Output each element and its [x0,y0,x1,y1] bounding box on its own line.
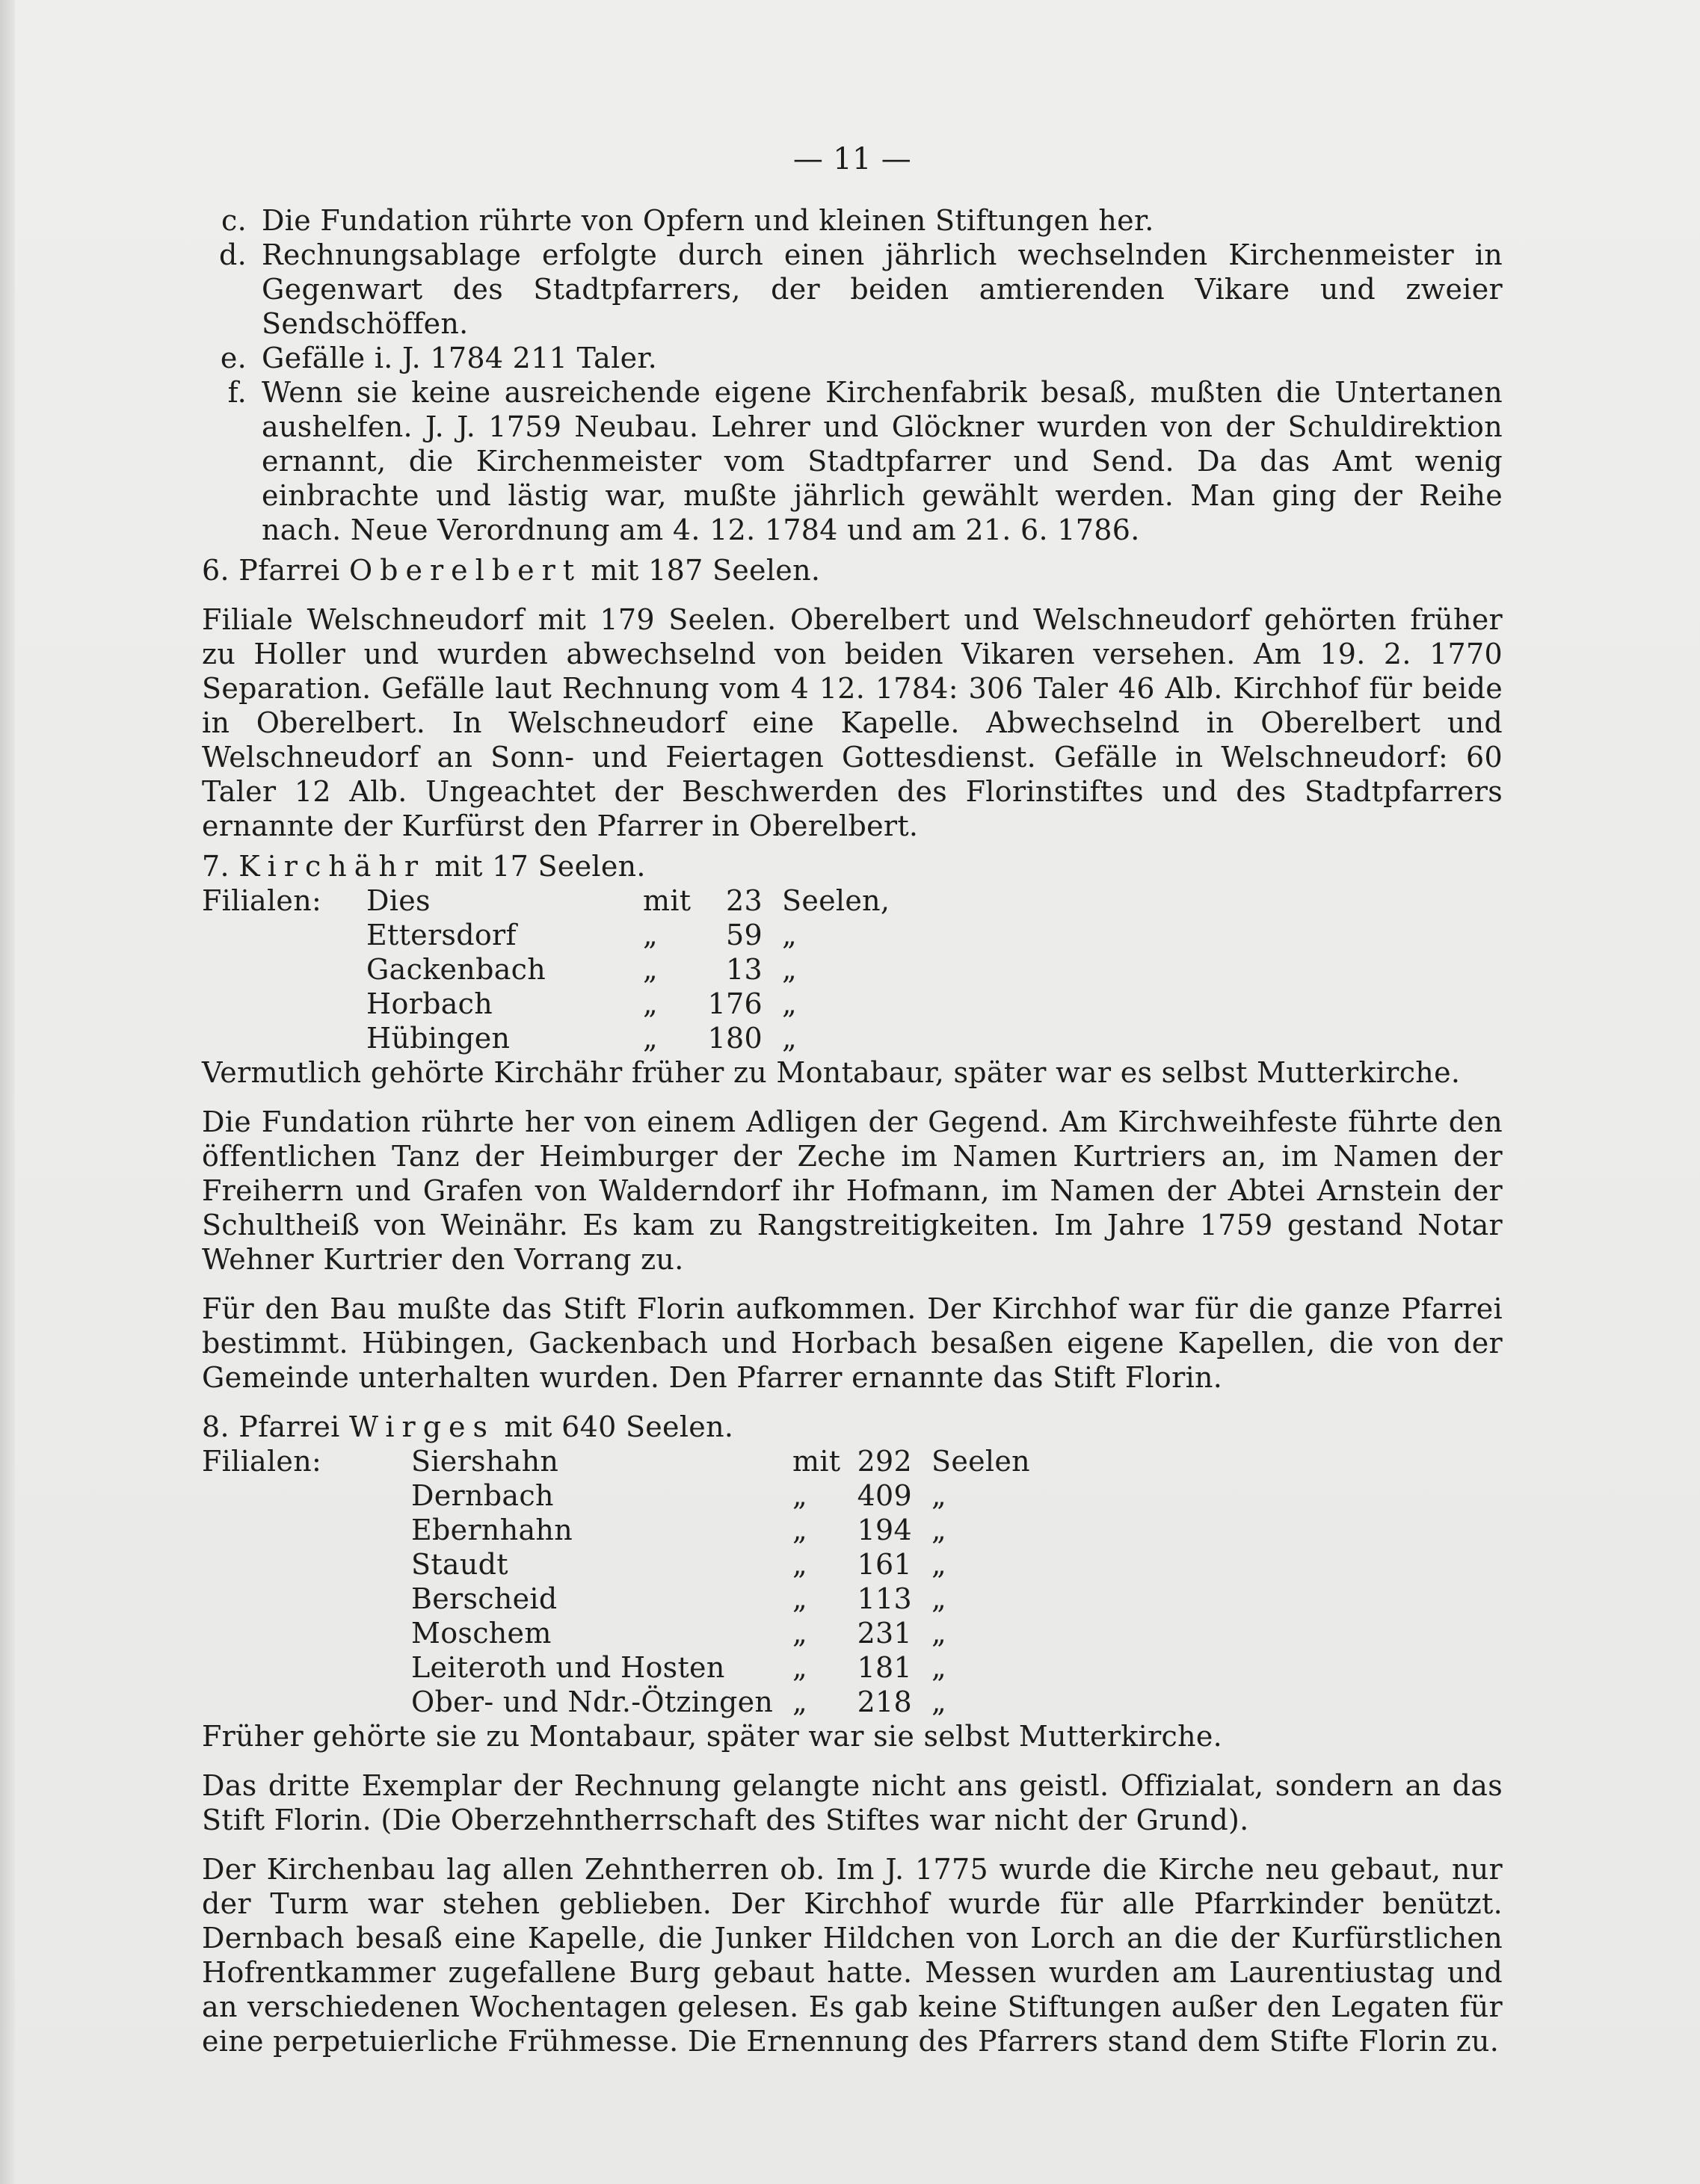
filiale-row [202,1444,1503,1478]
filiale-count: 13 [726,953,763,986]
filiale-place: Siershahn [411,1445,559,1478]
filialen-lead [202,1582,411,1616]
list-item-d [202,238,1503,341]
section-7-paragraph-1: Die Fundation rührte her von einem Adligen der Gegend. Am Kirchweihfeste führte den öffentlichen Tanz der Heimburger der Zeche im Namen Kurtriers an, im Namen der Freiherrn und Grafen von Walderndorf ihr Hofmann, im Namen der Abtei Arnstein der Schultheiß von Weinähr. Es kam zu Rangstreitigkeiten. Im Jahre 1759 gestand Notar Wehner Kurtrier den Vorrang zu. [202,1105,1503,1276]
filialen-lead [202,1513,411,1547]
filiale-unit: „ [931,1582,946,1615]
filiale-place: Horbach [366,987,493,1020]
filialen-lead [202,1547,411,1582]
filiale-unit: „ [782,987,797,1020]
filiale-row [202,1478,1503,1513]
filiale-count: 218 [857,1685,912,1718]
filiale-unit: „ [931,1617,946,1650]
section-7-paragraph-2: Für den Bau mußte das Stift Florin aufkommen. Der Kirchhof war für die ganze Pfarrei bestimmt. Hübingen, Gackenbach und Horbach besaßen eigene Kapellen, die von der Gemeinde unterhalten wurden. Den Pfarrer ernannte das Stift Florin. [202,1292,1503,1394]
filiale-mark: „ [792,1514,807,1546]
filiale-place: Staudt [411,1548,508,1581]
filiale-mark: „ [792,1651,807,1684]
section-6-paragraph: Filiale Welschneudorf mit 179 Seelen. Oberelbert und Welschneudorf gehörten früher zu Holler und wurden abwechselnd von beiden Vikaren versehen. Am 19. 2. 1770 Separation. Gefälle laut Rechnung vom 4 12. 1784: 306 Taler 46 Alb. Kirchhof für beide in Oberelbert. In Welschneudorf eine Kapelle. Abwechselnd in Oberelbert und Welschneudorf an Sonn- und Feiertagen Gottesdienst. Gefälle in Welschneudorf: 60 Taler 12 Alb. Ungeachtet der Beschwerden des Florinstiftes und des Stadtpfarrers ernannte der Kurfürst den Pfarrer in Oberelbert. [202,603,1503,842]
filiale-mark: „ [643,987,658,1020]
filiale-unit: „ [931,1548,946,1581]
item-label: c. [221,204,247,237]
filiale-count: 231 [857,1617,912,1650]
parish-name: Wirges [348,1410,496,1443]
filiale-unit: „ [782,953,797,986]
item-label: e. [220,342,247,374]
item-text: Die Fundation rührte von Opfern und kleinen Stiftungen her. [262,204,1154,237]
filiale-row [202,952,1503,987]
filialen-lead: Filialen: [202,1445,322,1478]
filiale-mark: mit [792,1445,841,1478]
filiale-count: 161 [857,1548,912,1581]
filiale-unit: „ [782,919,797,951]
list-item-e [202,341,1503,375]
list-item-c [202,203,1503,238]
filialen-lead [202,1650,411,1685]
filiale-unit: „ [931,1685,946,1718]
list-item-f [202,375,1503,547]
item-label: d. [218,238,247,271]
section-6-heading: 6. Pfarrei Oberelbert mit 187 Seelen. [202,554,821,587]
filiale-row [202,1547,1503,1582]
filiale-place: Dernbach [411,1479,554,1512]
filialen-lead [202,1021,366,1055]
filialen-lead [202,987,366,1021]
section-7-after: Vermutlich gehörte Kirchähr früher zu Montabaur, später war es selbst Mutterkirche. [202,1056,1461,1089]
filiale-mark: „ [792,1479,807,1512]
page-number: — 11 — [792,142,912,176]
section-8-paragraph-1: Das dritte Exemplar der Rechnung gelangte nicht ans geistl. Offizialat, sondern an das Stift Florin. (Die Oberzehntherrschaft des Stiftes war nicht der Grund). [202,1769,1503,1836]
filiale-count: 292 [857,1445,912,1478]
filiale-count: 194 [857,1514,912,1546]
section-8-paragraph-2: Der Kirchenbau lag allen Zehntherren ob. Im J. 1775 wurde die Kirche neu gebaut, nur der Turm war stehen geblieben. Der Kirchhof wurde für alle Pfarrkinder benützt. Dernbach besaß eine Kapelle, die Junker Hildchen von Lorch an die der Kurfürstlichen Hofrentkammer zugefallene Burg gebaut hatte. Messen wurden am Laurentiustag und an verschiedenen Wochentagen gelesen. Es gab keine Stiftungen außer den Legaten für eine perpetuierliche Frühmesse. Die Ernennung des Pfarrers stand dem Stifte Florin zu. [202,1853,1503,2058]
filiale-place: Berscheid [411,1582,558,1615]
filiale-count: 180 [707,1022,763,1055]
filiale-unit: „ [782,1022,797,1055]
page-text [202,142,1503,2058]
filiale-mark: „ [792,1617,807,1650]
filiale-place: Hübingen [366,1022,511,1055]
filiale-mark: „ [792,1548,807,1581]
filiale-unit: „ [931,1514,946,1546]
filiale-count: 59 [726,919,763,951]
filiale-mark: „ [643,1022,658,1055]
filiale-count: 181 [857,1651,912,1684]
filiale-count: 113 [857,1582,912,1615]
filiale-row [202,1650,1503,1685]
filiale-row [202,1685,1503,1719]
filiale-count: 23 [726,884,763,917]
item-text: Rechnungsablage erfolgte durch einen jährlich wechselnden Kirchenmeister in Gegenwart des Stadtpfarrers, der beiden amtierenden Vikare und zweier Sendschöffen. [262,238,1503,340]
item-text: Wenn sie keine ausreichende eigene Kirchenfabrik besaß, mußten die Untertanen aushelfen. J. J. 1759 Neubau. Lehrer und Glöckner wurden von der Schuldirektion ernannt, die Kirchenmeister vom Stadtpfarrer und Send. Da das Amt wenig einbrachte und lästig war, mußte jährlich gewählt werden. Man ging der Reihe nach. Neue Verordnung am 4. 12. 1784 und am 21. 6. 1786. [262,376,1503,546]
filialen-lead [202,918,366,952]
filiale-count: 409 [857,1479,912,1512]
parish-name: Kirchähr [238,850,426,883]
filiale-mark: mit [643,884,692,917]
filiale-place: Leiteroth und Hosten [411,1651,725,1684]
page-edge-shadow [0,0,15,2184]
section-8-filialen [202,1444,1503,1719]
filiale-place: Dies [366,884,431,917]
filialen-lead: Filialen: [202,884,322,917]
filiale-row [202,883,1503,918]
filiale-place: Ebernhahn [411,1514,573,1546]
filiale-place: Ober- und Ndr.-Ötzingen [411,1685,774,1718]
filiale-row [202,918,1503,952]
item-text: Gefälle i. J. 1784 211 Taler. [262,342,658,374]
filialen-lead [202,1616,411,1650]
filialen-lead [202,1478,411,1513]
filiale-place: Gackenbach [366,953,546,986]
filiale-unit: „ [931,1651,946,1684]
filiale-row [202,1582,1503,1616]
filiale-unit: Seelen [931,1445,1030,1478]
filiale-place: Ettersdorf [366,919,517,951]
filiale-row [202,987,1503,1021]
filiale-row [202,1513,1503,1547]
filiale-row [202,1616,1503,1650]
filiale-mark: „ [643,953,658,986]
section-8-heading: 8. Pfarrei Wirges mit 640 Seelen. [202,1410,734,1443]
filiale-unit: Seelen, [782,884,890,917]
filiale-place: Moschem [411,1617,552,1650]
filiale-unit: „ [931,1479,946,1512]
filiale-mark: „ [792,1685,807,1718]
filialen-lead [202,1685,411,1719]
filiale-count: 176 [707,987,763,1020]
filiale-mark: „ [792,1582,807,1615]
parish-name: Oberelbert [348,554,582,587]
section-7-heading: 7. Kirchähr mit 17 Seelen. [202,850,646,883]
section-8-after: Früher gehörte sie zu Montabaur, später war sie selbst Mutterkirche. [202,1720,1223,1753]
item-label: f. [227,376,247,409]
section-7-filialen [202,883,1503,1055]
filiale-row [202,1021,1503,1055]
filialen-lead [202,952,366,987]
filiale-mark: „ [643,919,658,951]
